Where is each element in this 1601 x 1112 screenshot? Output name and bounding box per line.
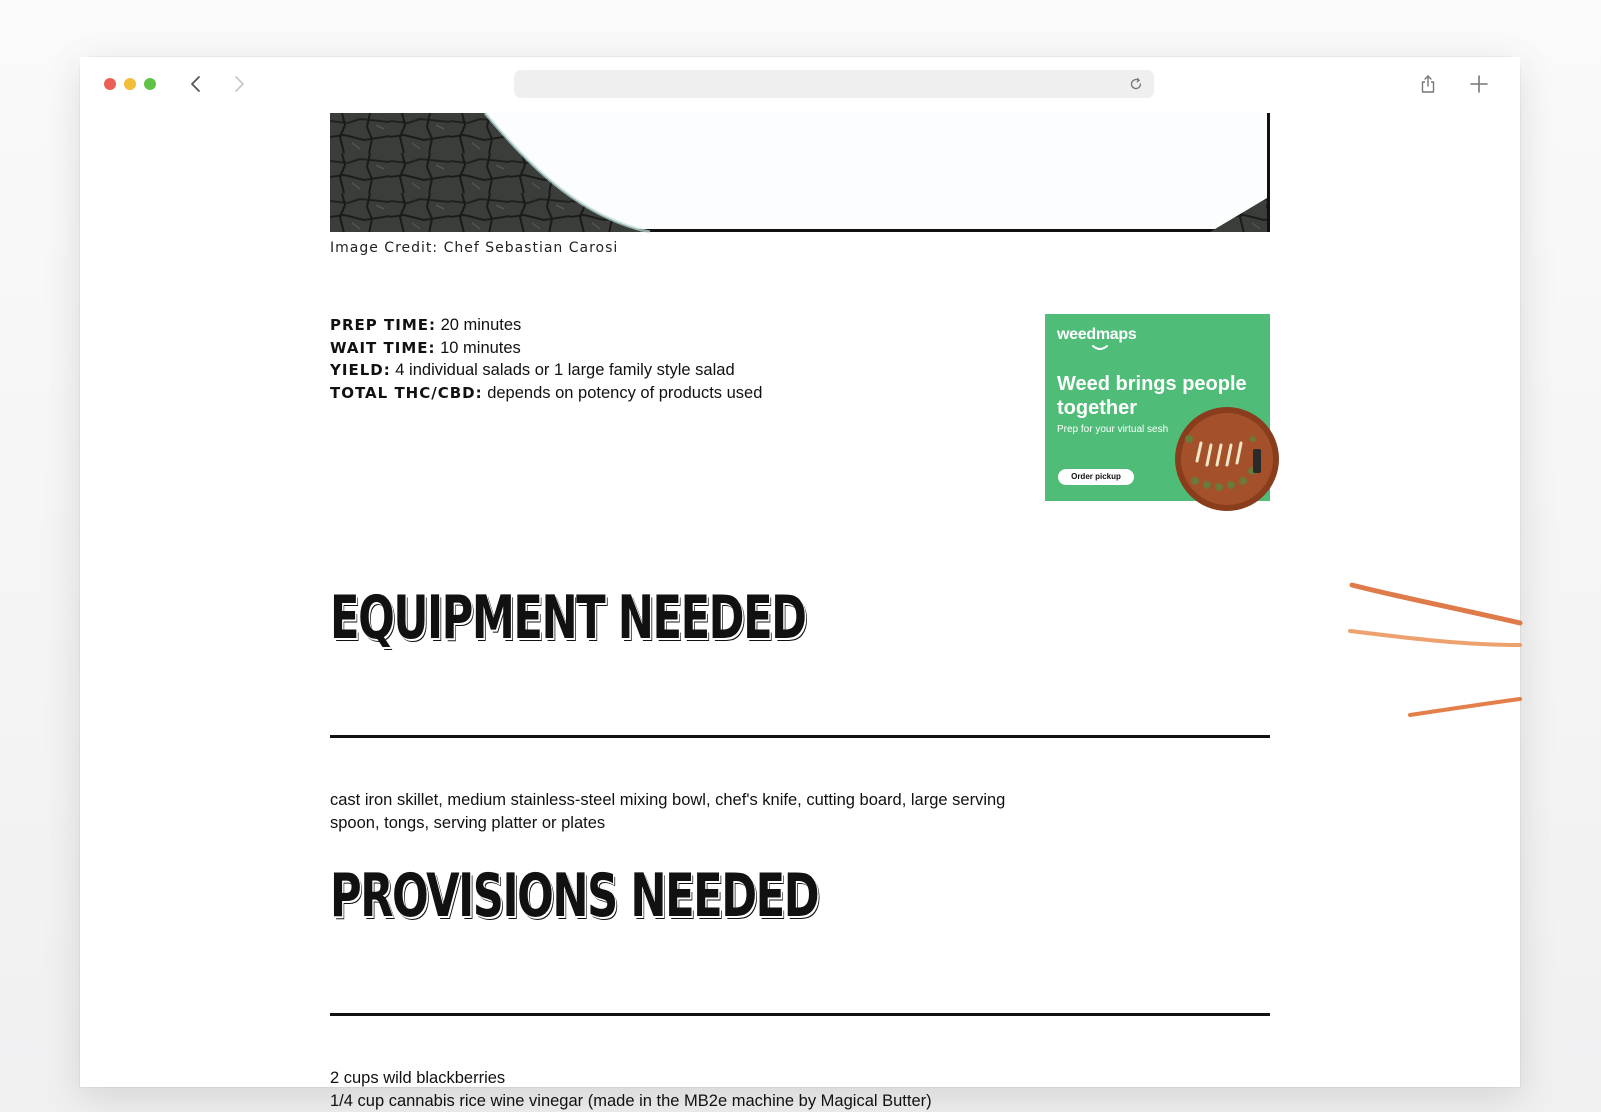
prep-time-row (330, 314, 762, 337)
back-button[interactable] (182, 70, 210, 98)
ad-headline: Weed brings people together (1057, 372, 1247, 420)
recipe-meta (330, 314, 762, 404)
browser-window (80, 57, 1520, 1087)
equipment-list: cast iron skillet, medium stainless-steel mixing bowl, chef's knife, cutting board, large serving spoon, tongs, serving platter or plates (330, 789, 1010, 834)
total-thc-cbd-row (330, 382, 762, 405)
order-pickup-button[interactable]: Order pickup (1058, 469, 1134, 485)
weedmaps-ad-banner[interactable] (1045, 314, 1270, 501)
minimize-window-button[interactable] (124, 78, 136, 90)
share-icon (1420, 74, 1436, 94)
hero-image (330, 113, 1270, 232)
wait-time-row (330, 337, 762, 360)
meta-value: 20 minutes (436, 316, 521, 334)
address-bar[interactable] (514, 70, 1154, 98)
plus-icon (1470, 75, 1488, 93)
share-button[interactable] (1415, 71, 1441, 97)
chevron-right-icon (233, 75, 245, 93)
meta-label: PREP TIME: (330, 316, 436, 334)
provisions-heading: PROVISIONS NEEDED (330, 861, 818, 931)
list-item: 1/4 cup cannabis rice wine vinegar (made in the MB2e machine by Magical Butter) (330, 1090, 1010, 1112)
chevron-left-icon (190, 75, 202, 93)
yield-row (330, 359, 762, 382)
image-credit: Image Credit: Chef Sebastian Carosi (330, 240, 618, 256)
weedmaps-logo: weedmaps (1057, 326, 1136, 344)
section-divider (330, 735, 1270, 738)
maximize-window-button[interactable] (144, 78, 156, 90)
browser-toolbar (80, 57, 1520, 113)
reload-icon[interactable] (1128, 76, 1144, 92)
meta-label: YIELD: (330, 361, 391, 379)
page-content (80, 113, 1520, 1087)
decorative-brush-strokes (1350, 583, 1520, 733)
list-item: 2 cups wild blackberries (330, 1067, 1010, 1090)
section-divider (330, 1013, 1270, 1016)
meta-value: 4 individual salads or 1 large family style salad (391, 361, 735, 379)
meta-value: depends on potency of products used (483, 384, 763, 402)
meta-value: 10 minutes (436, 339, 521, 357)
new-tab-button[interactable] (1466, 71, 1492, 97)
ad-subline: Prep for your virtual sesh (1057, 424, 1168, 435)
meta-label: TOTAL THC/CBD: (330, 384, 483, 402)
provisions-list (330, 1067, 1010, 1112)
forward-button[interactable] (225, 70, 253, 98)
close-window-button[interactable] (104, 78, 116, 90)
equipment-heading: EQUIPMENT NEEDED (330, 583, 806, 653)
smile-logo-icon (1091, 344, 1109, 352)
meta-label: WAIT TIME: (330, 339, 436, 357)
